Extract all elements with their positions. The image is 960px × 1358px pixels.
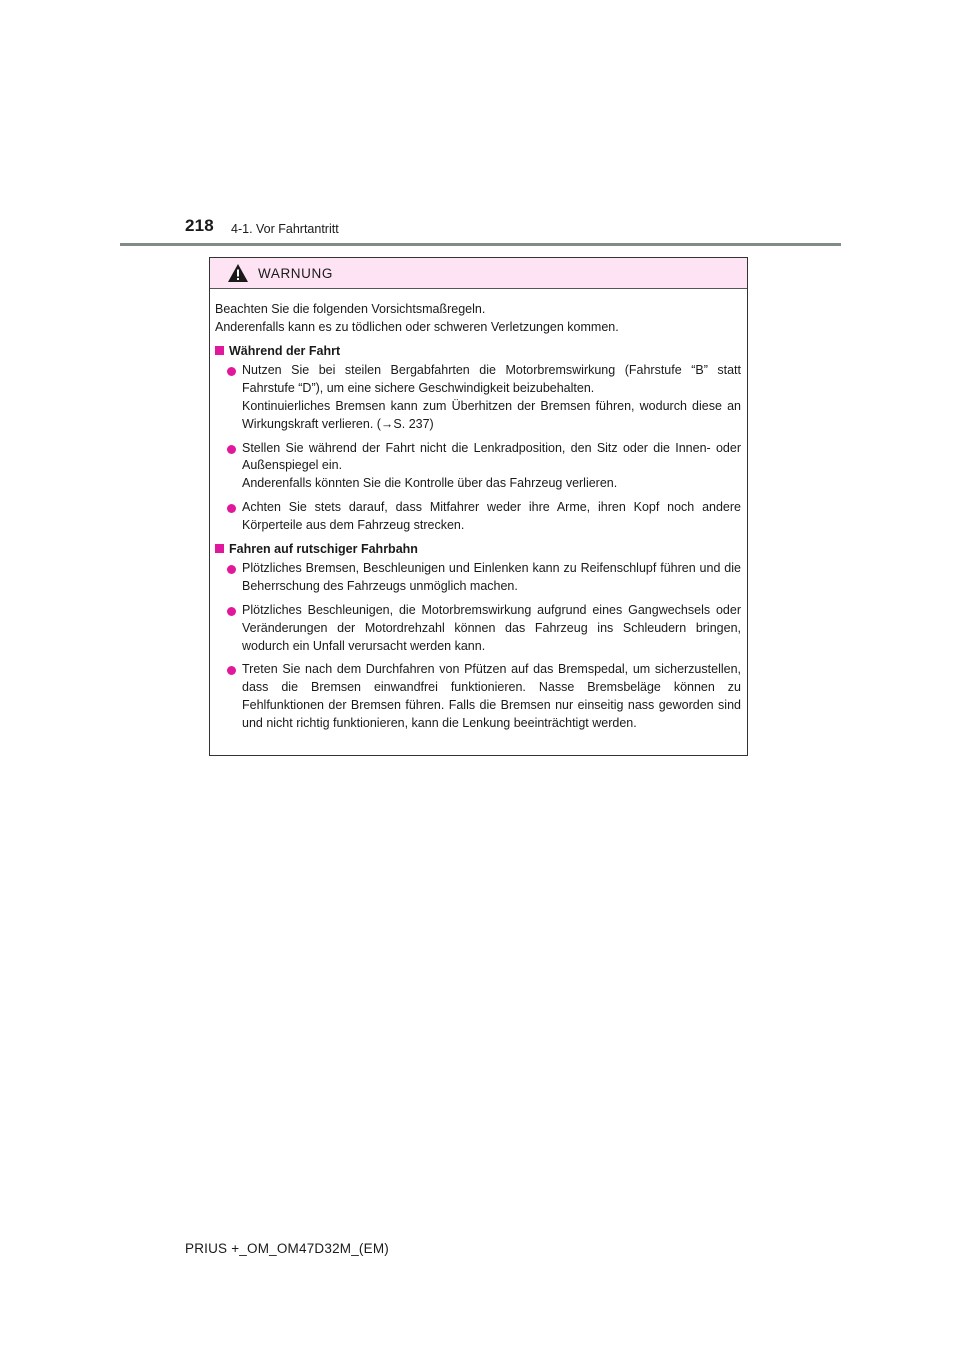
- list-item: [215, 602, 741, 655]
- list-item: [215, 661, 741, 732]
- page-number: 218: [185, 216, 214, 235]
- circle-bullet-icon: [227, 367, 236, 376]
- warning-title: WARNUNG: [258, 265, 333, 281]
- header-rule: [120, 243, 841, 246]
- section-heading-text: Fahren auf rutschiger Fahrbahn: [229, 541, 418, 556]
- section-heading: [215, 343, 741, 361]
- warning-triangle-icon: [227, 263, 249, 283]
- list-item-text: Nutzen Sie bei steilen Bergabfahrten die Motorbremswirkung (Fahrstufe “B” statt Fahrstufe “D”), um eine sichere Geschwindigkeit beizubehalten. Kontinuierliches Bremsen kann zum Überhitzen der Bremsen führen, wodurch diese an Wirkungskraft verlieren. (→S. 237): [242, 363, 741, 431]
- circle-bullet-icon: [227, 607, 236, 616]
- square-bullet-icon: [215, 346, 224, 355]
- list-item-text: Stellen Sie während der Fahrt nicht die Lenkradposition, den Sitz oder die Innen- oder Außenspiegel ein. Anderenfalls könnten Sie die Kontrolle über das Fahrzeug verlieren.: [242, 440, 741, 491]
- circle-bullet-icon: [227, 666, 236, 675]
- circle-bullet-icon: [227, 445, 236, 454]
- warning-box: [209, 257, 748, 756]
- list-item: [215, 560, 741, 596]
- warning-intro: [215, 301, 741, 337]
- intro-line: Beachten Sie die folgenden Vorsichtsmaßregeln.: [215, 302, 486, 316]
- list-item: [215, 440, 741, 493]
- circle-bullet-icon: [227, 565, 236, 574]
- warning-body: [210, 289, 747, 755]
- section-heading: [215, 541, 741, 559]
- section-title: 4-1. Vor Fahrtantritt: [231, 222, 339, 236]
- section-heading-text: Während der Fahrt: [229, 343, 341, 358]
- warning-header: [210, 258, 747, 289]
- list-item-text: Achten Sie stets darauf, dass Mitfahrer weder ihre Arme, ihren Kopf noch andere Körperteile aus dem Fahrzeug strecken.: [242, 499, 741, 532]
- list-item: [215, 499, 741, 535]
- list-item: [215, 362, 741, 433]
- footer-code: PRIUS +_OM_OM47D32M_(EM): [185, 1241, 389, 1256]
- circle-bullet-icon: [227, 504, 236, 513]
- list-item-text: Plötzliches Bremsen, Beschleunigen und Einlenken kann zu Reifenschlupf führen und die Beherrschung des Fahrzeugs unmöglich machen.: [242, 561, 741, 594]
- list-item-text: Treten Sie nach dem Durchfahren von Pfützen auf das Bremspedal, um sicherzustellen, dass die Bremsen einwandfrei funktionieren. Nasse Bremsbeläge können zu Fehlfunktionen der Bremsen führen. Falls die Bremsen nur einseitig nass geworden sind und nicht richtig funktionieren, kann die Lenkung beeinträchtigt werden.: [242, 662, 741, 730]
- square-bullet-icon: [215, 544, 224, 553]
- list-item-text: Plötzliches Beschleunigen, die Motorbremswirkung aufgrund eines Gangwechsels oder Veränderungen der Motordrehzahl können das Fahrzeug ins Schleudern bringen, wodurch ein Unfall verursacht werden kann.: [242, 602, 741, 653]
- intro-line: Anderenfalls kann es zu tödlichen oder schweren Verletzungen kommen.: [215, 319, 619, 334]
